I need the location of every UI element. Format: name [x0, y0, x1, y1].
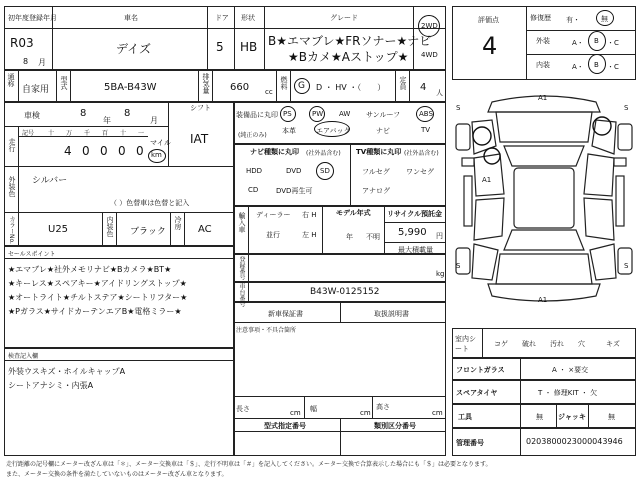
right-side-skirt — [616, 176, 624, 226]
nav-item: DVD再生可 — [276, 187, 313, 195]
nav-item: HDD — [246, 167, 263, 175]
inspector-line: 外装ウスキズ・ホイルキャップA — [8, 367, 126, 376]
equipment-item: TV — [421, 126, 431, 134]
model-value: 5BA-B43W — [104, 82, 157, 93]
sales-line: ★キーレス★スペアキー★アイドリングストップ★ — [8, 279, 187, 288]
odometer-sub-label: 百 — [102, 130, 109, 137]
recycle-yen: 円 — [436, 232, 443, 240]
wheel-rear-right — [618, 248, 632, 274]
jack-label: ジャッキ — [558, 413, 586, 421]
height-cm: cm — [432, 409, 443, 417]
mgmt-value: 0203800023000043946 — [526, 437, 623, 446]
color-no-value: U25 — [48, 224, 69, 235]
doors-label: ドア — [215, 14, 229, 22]
footer-line2: また、メーター交換の条件を満たしていないものはメーター改ざん車となります。 — [6, 471, 228, 478]
odometer-label: 走行 — [8, 138, 16, 152]
odometer-sub-label: 記号 — [22, 130, 35, 137]
inspector-box — [4, 348, 234, 456]
rear-glass — [504, 230, 584, 250]
grade-label: グレード — [330, 14, 358, 22]
spare-value: T ・ 修理KIT ・ 欠 — [538, 389, 598, 397]
tv-item: ワンセグ — [406, 168, 434, 176]
right-mirror — [614, 158, 626, 166]
seat-item: キズ — [606, 340, 620, 348]
model-year-label: モデル年式 — [336, 209, 371, 217]
equipment-item: エアバック — [316, 127, 351, 135]
tv-title: TV種類に丸印 — [356, 148, 402, 156]
notes-label: 注意事項・不具合箇所 — [236, 327, 297, 334]
km-label: km — [151, 151, 162, 159]
equipment-sub: (純正のみ) — [238, 132, 267, 139]
car-name: デイズ — [116, 42, 152, 56]
shaken-month-unit: 月 — [150, 116, 158, 125]
code-a1-side: A1 — [482, 176, 492, 184]
class-no-label: 類別区分番号 — [374, 422, 416, 430]
sales-line: ★エマブレ★社外メモリナビ★Bカメラ★BT★ — [8, 265, 172, 274]
tv-item: アナログ — [362, 187, 390, 195]
shaken-year: 8 — [80, 108, 87, 119]
right-front-door — [584, 154, 614, 196]
tv-sub: (社外品含む) — [404, 150, 439, 157]
odometer-sub-label: 千 — [84, 130, 91, 137]
displacement-value: 660 — [230, 82, 250, 93]
glass-label: フロントガラス — [456, 366, 505, 374]
fuel-label: 燃料 — [280, 76, 288, 90]
length-label: 長さ — [236, 405, 250, 413]
fuel-others: D ・ HV ・（ ） — [316, 83, 386, 92]
damage-circle-front-left — [473, 127, 491, 145]
abs-circle — [416, 106, 434, 122]
color-value: シルバー — [32, 176, 68, 186]
chassis-value: B43W-0125152 — [310, 287, 380, 297]
doors-value: 5 — [216, 40, 224, 54]
interior-label: 内装 — [536, 61, 550, 69]
right-rear-door — [584, 198, 614, 240]
nav-item: SD — [320, 167, 330, 175]
inspector-label: 検査記入欄 — [8, 353, 39, 360]
wheel-front-left — [456, 124, 470, 150]
usage-value: 自家用 — [22, 85, 50, 95]
import-dealer: ディーラー — [256, 211, 291, 219]
seat-item: コゲ — [494, 340, 508, 348]
reg-date-label: 初年度登録年月 — [8, 14, 57, 22]
spare-label: スペアタイヤ — [456, 389, 498, 397]
odometer-digit: 0 — [82, 144, 90, 158]
tv-item: フルセグ — [362, 168, 390, 176]
equipment-item: ナビ — [376, 127, 390, 135]
new-car-warranty: 新車保証書 — [268, 310, 303, 318]
inspector-line: シートアナシミ・内張A — [8, 381, 94, 390]
ps-circle — [280, 106, 296, 122]
color-note: （ ）色替車は色替と記入 — [110, 199, 190, 207]
height-label: 高さ — [376, 403, 390, 411]
max-load-kg: kg — [436, 270, 445, 278]
wheel-front-right — [618, 124, 632, 150]
left-side-skirt — [464, 176, 472, 226]
shaken-year-unit: 年 — [103, 116, 111, 125]
rear-hatch — [496, 254, 592, 284]
shift-label: シフト — [190, 104, 211, 112]
code-s-right-top: S — [624, 104, 629, 112]
drive-2wd: 2WD — [421, 22, 438, 30]
model-year-unit: 年 — [346, 233, 353, 241]
cc-unit: cc — [265, 88, 273, 96]
odometer-digit: 0 — [100, 144, 108, 158]
odometer-sub-label: 一 — [138, 130, 145, 137]
import-left: 左 H — [302, 231, 317, 239]
exterior-label: 外装 — [536, 37, 550, 45]
model-label: 型式 — [60, 76, 68, 90]
repair-no: 無 — [601, 15, 608, 23]
shift-value: IAT — [190, 132, 209, 146]
interior-c: ・C — [607, 63, 619, 71]
seat-item: 破れ — [522, 340, 536, 348]
interior-a: A・ — [572, 63, 584, 71]
wheel-rear-left — [456, 248, 470, 274]
capacity-unit: 人 — [436, 89, 443, 97]
interior-color-label: 内装色 — [106, 216, 114, 237]
capacity-value: 4 — [420, 82, 427, 93]
code-s-right-bottom: S — [624, 262, 629, 270]
grade-line1: B★エマブレ★FRソナー★ナビ — [268, 34, 432, 48]
fuel-gasoline: G — [298, 81, 305, 91]
nav-sub: (社外品含む) — [306, 150, 341, 157]
airbag-circle — [314, 121, 350, 137]
length-cm: cm — [290, 409, 301, 417]
exterior-b: B — [594, 37, 599, 45]
width-label: 幅 — [310, 405, 317, 413]
reg-month-unit: 月 — [38, 58, 46, 67]
nav-item: CD — [248, 186, 259, 194]
mgmt-label: 管理番号 — [456, 439, 484, 447]
manual: 取扱説明書 — [374, 310, 409, 318]
nav-item: DVD — [286, 167, 302, 175]
seat-item: 穴 — [578, 340, 585, 348]
interior-color-value: ブラック — [130, 227, 166, 237]
equipment-item: PW — [312, 110, 324, 118]
registration-box — [234, 254, 446, 282]
import-right: 右 H — [302, 211, 317, 219]
capacity-label: 定員 — [399, 76, 407, 90]
repair-yes: 有・ — [566, 16, 580, 24]
color-no-label: カラーNo. — [8, 216, 15, 244]
equipment-item: PS — [283, 110, 292, 118]
registration-label: 登録番号 — [238, 256, 245, 280]
code-s-left-top: S — [456, 104, 461, 112]
ac-label: 冷房 — [174, 216, 182, 230]
score-value: 4 — [482, 32, 498, 60]
hood — [496, 112, 592, 142]
equipment-item: 本革 — [282, 127, 296, 135]
ac-value: AC — [198, 224, 212, 235]
roof — [514, 168, 574, 228]
tools-value: 無 — [536, 413, 543, 421]
equipment-item: ABS — [419, 110, 433, 118]
sales-line: ★オートライト★チルトステア★シートリフター★ — [8, 293, 188, 302]
recycle-label: リサイクル預託金 — [387, 210, 443, 218]
shape-label: 形状 — [241, 14, 255, 22]
right-rear-fender — [590, 244, 616, 280]
odometer-sub-label: 十 — [48, 130, 55, 137]
tools-label: 工具 — [458, 413, 472, 421]
pw-circle — [309, 106, 325, 122]
shape-value: HB — [240, 40, 258, 54]
repair-label: 修復歴 — [530, 14, 551, 22]
footer-line1: 走行距離の記号欄にメーター改ざん車は「＊」、メーター交換車は「＄」、走行不明車は「＃」を記入してください。メーター交換で合算表示した場合にも「＄」は必要となります。 — [6, 461, 492, 468]
seat-item: 汚れ — [550, 340, 564, 348]
glass-value: A ・ ×要交 — [552, 366, 589, 374]
seat-label: 室内シート — [455, 335, 476, 353]
grade-line2: ★Bカメ★Aストップ★ — [288, 50, 409, 64]
shaken-label: 車検 — [24, 111, 40, 120]
sd-circle — [316, 162, 334, 180]
code-a1-front: A1 — [538, 94, 548, 102]
left-rear-fender — [472, 244, 498, 280]
equipment-title: 装備品に丸印 — [236, 111, 278, 119]
damage-circle-front-right — [593, 117, 611, 135]
left-front-fender — [472, 120, 496, 154]
windshield — [504, 146, 584, 166]
code-a1-rear: A1 — [538, 296, 548, 304]
type-cert-label: 型式指定番号 — [264, 422, 306, 430]
left-rear-door — [474, 198, 504, 240]
import-parallel: 並行 — [266, 231, 280, 239]
odometer-sub-label: 十 — [120, 130, 127, 137]
drive-4wd: 4WD — [421, 51, 438, 59]
equipment-item: サンルーフ — [366, 111, 401, 119]
score-label: 評価点 — [478, 16, 499, 24]
exterior-c: ・C — [607, 39, 619, 47]
car-name-label: 車名 — [124, 14, 138, 22]
odometer-digit: 4 — [64, 144, 72, 158]
mile-label: マイル — [150, 139, 171, 147]
import-label: 輸入車 — [238, 212, 246, 233]
displacement-label: 排気量 — [202, 73, 210, 94]
color-label: 外装色 — [8, 176, 16, 197]
interior-b: B — [594, 61, 599, 69]
max-load-label: 最大積載量 — [398, 246, 433, 254]
equipment-item: AW — [339, 110, 351, 118]
odometer-digit: 0 — [136, 144, 144, 158]
code-s-left-bottom: S — [456, 262, 461, 270]
odometer-sub-label: 万 — [66, 130, 73, 137]
reg-month: 8 — [23, 57, 29, 66]
odometer-digit: 0 — [118, 144, 126, 158]
reg-year: R03 — [10, 36, 34, 50]
right-front-fender — [592, 120, 616, 154]
tsushou-label: 通称 — [7, 73, 15, 87]
shaken-month: 8 — [124, 108, 131, 119]
left-mirror — [462, 158, 474, 166]
recycle-value: 5,990 — [398, 227, 427, 238]
model-year-unknown: 不明 — [366, 233, 380, 241]
width-cm: cm — [360, 409, 371, 417]
sales-label: セールスポイント — [8, 251, 56, 258]
chassis-label: 車台番号 — [238, 283, 245, 307]
jack-value: 無 — [608, 413, 615, 421]
nav-title: ナビ種類に丸印 — [250, 148, 299, 156]
exterior-a: A・ — [572, 39, 584, 47]
car-diagram — [452, 84, 636, 322]
sales-line: ★Pガラス★サイドカーテンエアB★電格ミラー★ — [8, 307, 182, 316]
